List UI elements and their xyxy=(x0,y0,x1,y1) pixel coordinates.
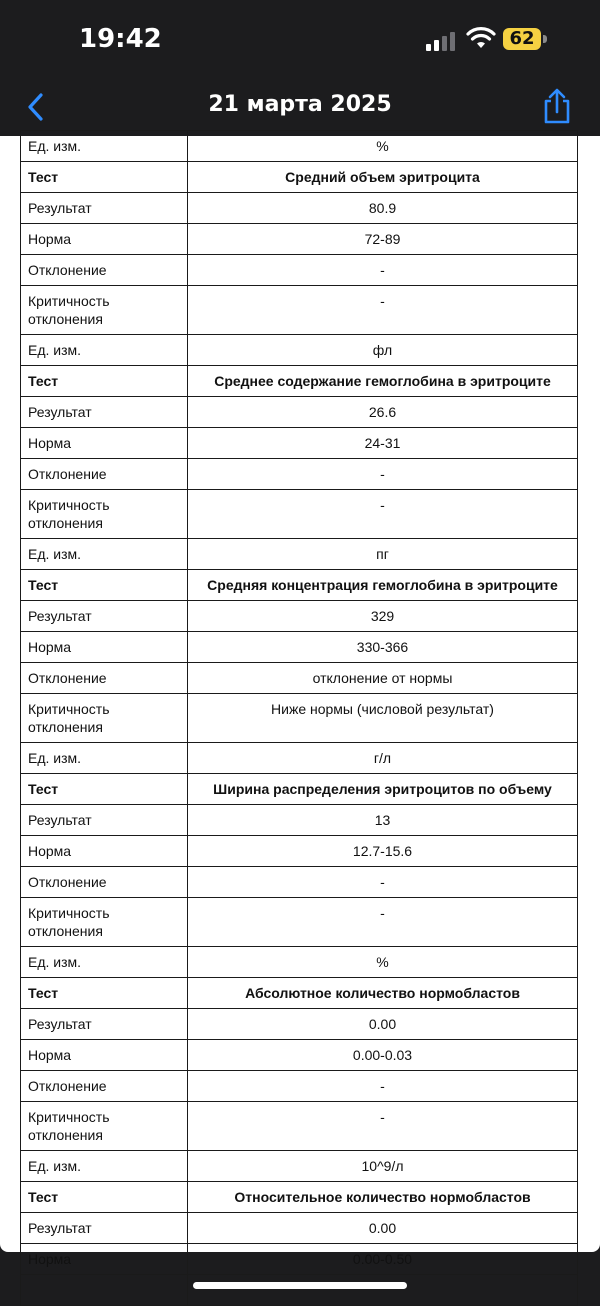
result-value: 0.00 xyxy=(188,1009,578,1040)
norm-label: Норма xyxy=(21,836,188,867)
unit-label: Ед. изм. xyxy=(21,539,188,570)
table-row xyxy=(21,539,578,570)
test-label: Тест xyxy=(21,570,188,601)
test-label: Тест xyxy=(21,366,188,397)
battery-icon xyxy=(503,28,547,52)
deviation-value: - xyxy=(188,255,578,286)
table-row xyxy=(21,255,578,286)
table-row xyxy=(21,490,578,539)
test-label: Тест xyxy=(21,978,188,1009)
criticality-label: Критичность отклонения xyxy=(21,286,188,335)
unit-value: % xyxy=(188,947,578,978)
norm-value: 12.7-15.6 xyxy=(188,836,578,867)
unit-value: 10^9/л xyxy=(188,1151,578,1182)
table-row xyxy=(21,1182,578,1213)
status-time: 19:42 xyxy=(79,24,162,54)
table-row xyxy=(21,1275,578,1306)
table-row xyxy=(21,131,578,162)
home-indicator[interactable] xyxy=(193,1282,407,1289)
test-value: Ширина распределения эритроцитов по объему xyxy=(188,774,578,805)
table-row xyxy=(21,193,578,224)
battery-level: 62 xyxy=(503,28,541,50)
results-table xyxy=(20,130,578,1306)
table-row xyxy=(21,898,578,947)
table-row xyxy=(21,428,578,459)
table-row xyxy=(21,366,578,397)
table-row xyxy=(21,1213,578,1244)
norm-value: 0.00-0.03 xyxy=(188,1040,578,1071)
test-value: Абсолютное количество нормобластов xyxy=(188,978,578,1009)
table-row xyxy=(21,601,578,632)
result-value: 329 xyxy=(188,601,578,632)
table-row xyxy=(21,1040,578,1071)
deviation-value: - xyxy=(188,867,578,898)
criticality-value: - xyxy=(188,1102,578,1151)
norm-label: Норма xyxy=(21,1040,188,1071)
deviation-label: Отклонение xyxy=(21,255,188,286)
criticality-value: - xyxy=(188,286,578,335)
criticality-value: Ниже нормы (числовой результат) xyxy=(188,694,578,743)
table-row xyxy=(21,632,578,663)
table-row xyxy=(21,459,578,490)
table-row xyxy=(21,286,578,335)
table-row xyxy=(21,1244,578,1275)
table-row xyxy=(21,774,578,805)
norm-value: 72-89 xyxy=(188,224,578,255)
table-row xyxy=(21,663,578,694)
table-row xyxy=(21,978,578,1009)
unit-label: Ед. изм. xyxy=(21,335,188,366)
result-label: Результат xyxy=(21,601,188,632)
table-row xyxy=(21,743,578,774)
result-value: 26.6 xyxy=(188,397,578,428)
deviation-label xyxy=(21,1275,188,1306)
table-row xyxy=(21,805,578,836)
table-row xyxy=(21,162,578,193)
unit-value: г/л xyxy=(188,743,578,774)
criticality-value: - xyxy=(188,898,578,947)
test-label: Тест xyxy=(21,1182,188,1213)
norm-label: Норма xyxy=(21,632,188,663)
unit-label: Ед. изм. xyxy=(21,947,188,978)
cellular-signal-icon xyxy=(426,31,458,51)
deviation-value: отклонение от нормы xyxy=(188,663,578,694)
deviation-label: Отклонение xyxy=(21,459,188,490)
status-bar xyxy=(0,0,600,80)
table-row xyxy=(21,694,578,743)
table-row xyxy=(21,1102,578,1151)
page-title: 21 марта 2025 xyxy=(208,92,392,117)
table-row xyxy=(21,1071,578,1102)
norm-label: Норма xyxy=(21,224,188,255)
share-icon[interactable] xyxy=(540,86,574,126)
norm-value: 24-31 xyxy=(188,428,578,459)
criticality-label: Критичность отклонения xyxy=(21,694,188,743)
test-value: Относительное количество нормобластов xyxy=(188,1182,578,1213)
unit-value: пг xyxy=(188,539,578,570)
criticality-label: Критичность отклонения xyxy=(21,490,188,539)
table-row xyxy=(21,570,578,601)
test-value: Средняя концентрация гемоглобина в эритроците xyxy=(188,570,578,601)
nav-bar xyxy=(0,80,600,136)
unit-label: Ед. изм. xyxy=(21,131,188,162)
norm-label: Норма xyxy=(21,1244,188,1275)
unit-label: Ед. изм. xyxy=(21,1151,188,1182)
table-row xyxy=(21,1151,578,1182)
table-row xyxy=(21,947,578,978)
norm-label: Норма xyxy=(21,428,188,459)
deviation-value xyxy=(188,1275,578,1306)
result-label: Результат xyxy=(21,397,188,428)
test-label: Тест xyxy=(21,774,188,805)
table-row xyxy=(21,836,578,867)
result-value: 0.00 xyxy=(188,1213,578,1244)
result-label: Результат xyxy=(21,805,188,836)
result-value: 80.9 xyxy=(188,193,578,224)
table-row xyxy=(21,335,578,366)
table-row xyxy=(21,1009,578,1040)
deviation-label: Отклонение xyxy=(21,663,188,694)
unit-value: % xyxy=(188,131,578,162)
wifi-icon xyxy=(466,26,496,50)
lab-results-document xyxy=(0,136,600,1267)
norm-value: 330-366 xyxy=(188,632,578,663)
result-label: Результат xyxy=(21,1009,188,1040)
table-row xyxy=(21,397,578,428)
deviation-label: Отклонение xyxy=(21,1071,188,1102)
unit-label: Ед. изм. xyxy=(21,743,188,774)
criticality-label: Критичность отклонения xyxy=(21,1102,188,1151)
result-value: 13 xyxy=(188,805,578,836)
unit-value: фл xyxy=(188,335,578,366)
test-value: Среднее содержание гемоглобина в эритроците xyxy=(188,366,578,397)
result-label: Результат xyxy=(21,193,188,224)
test-value: Средний объем эритроцита xyxy=(188,162,578,193)
table-row xyxy=(21,867,578,898)
deviation-label: Отклонение xyxy=(21,867,188,898)
norm-value: 0.00-0.50 xyxy=(188,1244,578,1275)
criticality-value: - xyxy=(188,490,578,539)
deviation-value: - xyxy=(188,459,578,490)
criticality-label: Критичность отклонения xyxy=(21,898,188,947)
deviation-value: - xyxy=(188,1071,578,1102)
test-label: Тест xyxy=(21,162,188,193)
table-row xyxy=(21,224,578,255)
result-label: Результат xyxy=(21,1213,188,1244)
